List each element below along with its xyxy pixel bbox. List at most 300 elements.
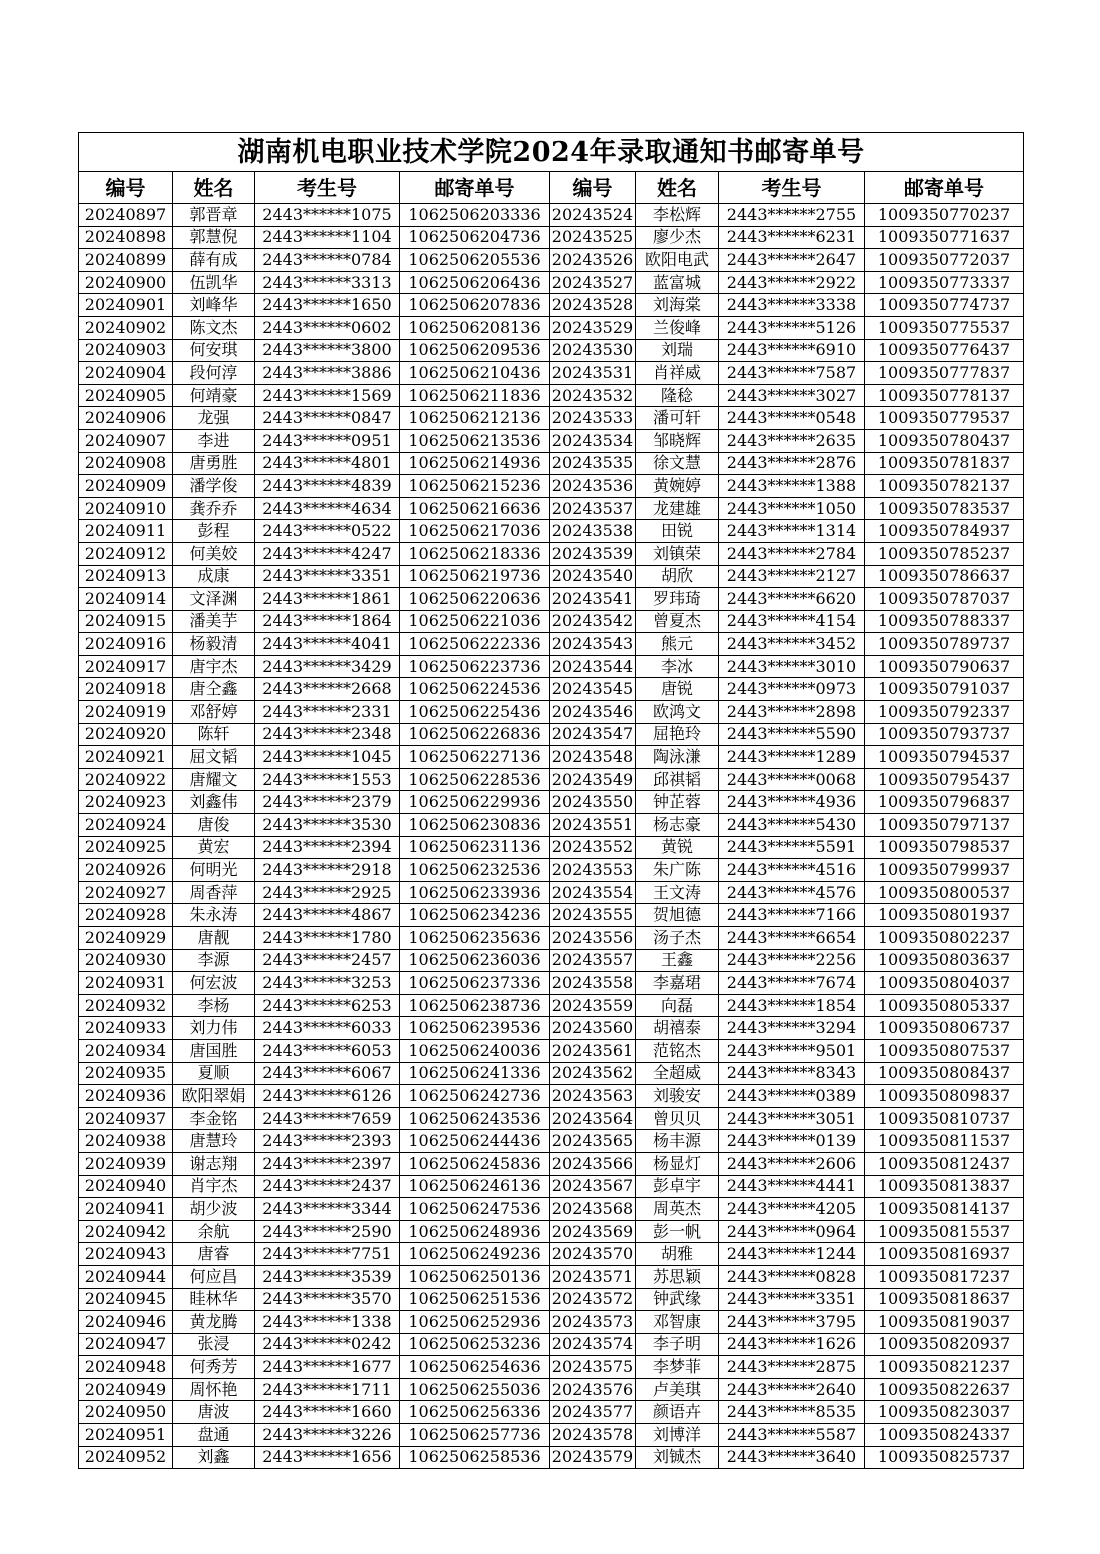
cell-exam-number-left: 2443******2925 <box>255 881 400 904</box>
cell-tracking-number-right: 1009350780437 <box>865 429 1024 452</box>
table-row <box>79 1152 1024 1175</box>
cell-serial-left: 20240925 <box>79 836 173 859</box>
cell-name-right: 曾贝贝 <box>636 1107 719 1130</box>
cell-tracking-number-left: 1062506238736 <box>400 994 550 1017</box>
cell-tracking-number-right: 1009350796837 <box>865 791 1024 814</box>
cell-tracking-number-left: 1062506228536 <box>400 768 550 791</box>
cell-name-left: 黄宏 <box>173 836 255 859</box>
cell-serial-right: 20243530 <box>550 339 636 362</box>
cell-exam-number-left: 2443******3253 <box>255 972 400 995</box>
cell-exam-number-left: 2443******1569 <box>255 384 400 407</box>
header-tracking-number-right: 邮寄单号 <box>865 172 1024 204</box>
cell-name-left: 邓舒婷 <box>173 701 255 724</box>
cell-exam-number-left: 2443******1553 <box>255 768 400 791</box>
cell-name-left: 郭慧倪 <box>173 226 255 249</box>
cell-tracking-number-right: 1009350772037 <box>865 249 1024 272</box>
cell-name-right: 钟武缘 <box>636 1288 719 1311</box>
table-row <box>79 836 1024 859</box>
cell-serial-right: 20243565 <box>550 1130 636 1153</box>
cell-exam-number-right: 2443******2127 <box>719 565 865 588</box>
cell-serial-left: 20240952 <box>79 1446 173 1469</box>
cell-serial-right: 20243533 <box>550 407 636 430</box>
cell-serial-left: 20240946 <box>79 1311 173 1334</box>
cell-serial-left: 20240914 <box>79 588 173 611</box>
cell-serial-right: 20243536 <box>550 475 636 498</box>
cell-name-left: 唐耀文 <box>173 768 255 791</box>
cell-name-left: 李金铭 <box>173 1107 255 1130</box>
cell-name-right: 熊元 <box>636 633 719 656</box>
cell-name-left: 何美姣 <box>173 542 255 565</box>
cell-serial-left: 20240920 <box>79 723 173 746</box>
table-row <box>79 1378 1024 1401</box>
cell-name-right: 邹晓辉 <box>636 429 719 452</box>
cell-tracking-number-right: 1009350782137 <box>865 475 1024 498</box>
cell-name-left: 肖宇杰 <box>173 1175 255 1198</box>
table-row <box>79 1288 1024 1311</box>
cell-tracking-number-left: 1062506246136 <box>400 1175 550 1198</box>
cell-exam-number-left: 2443******3530 <box>255 814 400 837</box>
cell-name-right: 全超威 <box>636 1062 719 1085</box>
cell-serial-left: 20240907 <box>79 429 173 452</box>
cell-name-left: 刘鑫 <box>173 1446 255 1469</box>
cell-tracking-number-left: 1062506226836 <box>400 723 550 746</box>
cell-name-left: 彭程 <box>173 520 255 543</box>
cell-exam-number-left: 2443******3313 <box>255 271 400 294</box>
cell-exam-number-right: 2443******6654 <box>719 927 865 950</box>
cell-tracking-number-right: 1009350773337 <box>865 271 1024 294</box>
cell-name-left: 龚乔乔 <box>173 497 255 520</box>
cell-name-right: 刘博洋 <box>636 1424 719 1447</box>
cell-tracking-number-left: 1062506229936 <box>400 791 550 814</box>
cell-serial-left: 20240934 <box>79 1039 173 1062</box>
cell-name-left: 潘美芋 <box>173 610 255 633</box>
cell-tracking-number-left: 1062506222336 <box>400 633 550 656</box>
cell-tracking-number-right: 1009350770237 <box>865 204 1024 227</box>
cell-name-right: 李梦菲 <box>636 1356 719 1379</box>
cell-exam-number-left: 2443******0847 <box>255 407 400 430</box>
table-row <box>79 881 1024 904</box>
table-row <box>79 249 1024 272</box>
cell-exam-number-right: 2443******4441 <box>719 1175 865 1198</box>
cell-tracking-number-left: 1062506224536 <box>400 678 550 701</box>
table-row <box>79 588 1024 611</box>
cell-exam-number-right: 2443******5126 <box>719 316 865 339</box>
cell-serial-left: 20240938 <box>79 1130 173 1153</box>
table-row <box>79 768 1024 791</box>
cell-name-right: 兰俊峰 <box>636 316 719 339</box>
table-row <box>79 1243 1024 1266</box>
cell-serial-right: 20243566 <box>550 1152 636 1175</box>
header-row <box>79 172 1024 204</box>
cell-serial-left: 20240940 <box>79 1175 173 1198</box>
cell-exam-number-right: 2443******5587 <box>719 1424 865 1447</box>
cell-serial-left: 20240924 <box>79 814 173 837</box>
cell-tracking-number-left: 1062506235636 <box>400 927 550 950</box>
cell-exam-number-left: 2443******1338 <box>255 1311 400 1334</box>
cell-name-left: 余航 <box>173 1220 255 1243</box>
cell-serial-right: 20243548 <box>550 746 636 769</box>
cell-name-right: 曾夏杰 <box>636 610 719 633</box>
cell-name-left: 眭林华 <box>173 1288 255 1311</box>
cell-name-right: 邓智康 <box>636 1311 719 1334</box>
cell-exam-number-left: 2443******2590 <box>255 1220 400 1243</box>
cell-exam-number-right: 2443******5430 <box>719 814 865 837</box>
cell-tracking-number-left: 1062506227136 <box>400 746 550 769</box>
cell-tracking-number-right: 1009350771637 <box>865 226 1024 249</box>
cell-tracking-number-right: 1009350823037 <box>865 1401 1024 1424</box>
cell-serial-right: 20243557 <box>550 949 636 972</box>
cell-name-right: 胡雅 <box>636 1243 719 1266</box>
cell-exam-number-right: 2443******4205 <box>719 1198 865 1221</box>
cell-serial-left: 20240949 <box>79 1378 173 1401</box>
cell-exam-number-right: 2443******0389 <box>719 1085 865 1108</box>
cell-serial-right: 20243526 <box>550 249 636 272</box>
cell-exam-number-left: 2443******6126 <box>255 1085 400 1108</box>
cell-name-right: 彭一帆 <box>636 1220 719 1243</box>
cell-serial-left: 20240897 <box>79 204 173 227</box>
cell-tracking-number-left: 1062506241336 <box>400 1062 550 1085</box>
cell-tracking-number-left: 1062506219736 <box>400 565 550 588</box>
cell-name-left: 唐勇胜 <box>173 452 255 475</box>
cell-serial-right: 20243528 <box>550 294 636 317</box>
cell-name-left: 黄龙腾 <box>173 1311 255 1334</box>
cell-serial-left: 20240926 <box>79 859 173 882</box>
cell-name-right: 王文涛 <box>636 881 719 904</box>
cell-serial-left: 20240947 <box>79 1333 173 1356</box>
cell-exam-number-left: 2443******4839 <box>255 475 400 498</box>
cell-exam-number-right: 2443******2922 <box>719 271 865 294</box>
cell-name-right: 潘可轩 <box>636 407 719 430</box>
cell-name-left: 何宏波 <box>173 972 255 995</box>
cell-exam-number-left: 2443******2379 <box>255 791 400 814</box>
cell-exam-number-left: 2443******4247 <box>255 542 400 565</box>
cell-serial-right: 20243574 <box>550 1333 636 1356</box>
cell-exam-number-right: 2443******4936 <box>719 791 865 814</box>
cell-name-left: 何靖豪 <box>173 384 255 407</box>
cell-serial-right: 20243542 <box>550 610 636 633</box>
cell-name-left: 成康 <box>173 565 255 588</box>
cell-serial-right: 20243576 <box>550 1378 636 1401</box>
cell-tracking-number-right: 1009350800537 <box>865 881 1024 904</box>
cell-exam-number-left: 2443******0522 <box>255 520 400 543</box>
cell-exam-number-left: 2443******3351 <box>255 565 400 588</box>
cell-exam-number-left: 2443******4801 <box>255 452 400 475</box>
cell-serial-right: 20243553 <box>550 859 636 882</box>
table-row <box>79 384 1024 407</box>
table-row <box>79 1130 1024 1153</box>
cell-exam-number-left: 2443******7751 <box>255 1243 400 1266</box>
cell-serial-left: 20240927 <box>79 881 173 904</box>
cell-exam-number-right: 2443******0828 <box>719 1265 865 1288</box>
cell-exam-number-right: 2443******0973 <box>719 678 865 701</box>
cell-serial-right: 20243546 <box>550 701 636 724</box>
cell-name-right: 蓝富城 <box>636 271 719 294</box>
cell-exam-number-right: 2443******7674 <box>719 972 865 995</box>
cell-exam-number-right: 2443******4154 <box>719 610 865 633</box>
cell-name-right: 杨丰源 <box>636 1130 719 1153</box>
cell-serial-left: 20240917 <box>79 655 173 678</box>
cell-tracking-number-left: 1062506254636 <box>400 1356 550 1379</box>
cell-name-left: 伍凯华 <box>173 271 255 294</box>
cell-serial-left: 20240903 <box>79 339 173 362</box>
cell-name-right: 刘铖杰 <box>636 1446 719 1469</box>
cell-tracking-number-right: 1009350824337 <box>865 1424 1024 1447</box>
cell-exam-number-left: 2443******1861 <box>255 588 400 611</box>
cell-tracking-number-left: 1062506217036 <box>400 520 550 543</box>
cell-tracking-number-right: 1009350787037 <box>865 588 1024 611</box>
cell-tracking-number-left: 1062506237336 <box>400 972 550 995</box>
cell-exam-number-right: 2443******4576 <box>719 881 865 904</box>
cell-name-left: 周香萍 <box>173 881 255 904</box>
table-row <box>79 746 1024 769</box>
cell-serial-left: 20240944 <box>79 1265 173 1288</box>
cell-name-left: 郭晋章 <box>173 204 255 227</box>
cell-serial-left: 20240930 <box>79 949 173 972</box>
cell-serial-left: 20240919 <box>79 701 173 724</box>
cell-tracking-number-right: 1009350793737 <box>865 723 1024 746</box>
cell-name-right: 李冰 <box>636 655 719 678</box>
cell-tracking-number-right: 1009350812437 <box>865 1152 1024 1175</box>
cell-name-left: 文泽渊 <box>173 588 255 611</box>
cell-name-left: 唐慧玲 <box>173 1130 255 1153</box>
cell-name-right: 李子明 <box>636 1333 719 1356</box>
table-row <box>79 701 1024 724</box>
cell-serial-left: 20240921 <box>79 746 173 769</box>
cell-serial-right: 20243569 <box>550 1220 636 1243</box>
cell-tracking-number-right: 1009350809837 <box>865 1085 1024 1108</box>
cell-serial-right: 20243563 <box>550 1085 636 1108</box>
cell-tracking-number-left: 1062506204736 <box>400 226 550 249</box>
cell-serial-left: 20240937 <box>79 1107 173 1130</box>
table-row <box>79 949 1024 972</box>
cell-tracking-number-left: 1062506258536 <box>400 1446 550 1469</box>
cell-name-right: 杨志豪 <box>636 814 719 837</box>
cell-tracking-number-left: 1062506208136 <box>400 316 550 339</box>
cell-name-left: 陈文杰 <box>173 316 255 339</box>
cell-exam-number-left: 2443******7659 <box>255 1107 400 1130</box>
table-row <box>79 542 1024 565</box>
cell-name-left: 张浸 <box>173 1333 255 1356</box>
cell-tracking-number-right: 1009350825737 <box>865 1446 1024 1469</box>
cell-exam-number-left: 2443******0602 <box>255 316 400 339</box>
table-row <box>79 1356 1024 1379</box>
cell-tracking-number-left: 1062506212136 <box>400 407 550 430</box>
cell-tracking-number-right: 1009350814137 <box>865 1198 1024 1221</box>
cell-name-left: 李杨 <box>173 994 255 1017</box>
cell-exam-number-left: 2443******6033 <box>255 1017 400 1040</box>
cell-name-right: 王鑫 <box>636 949 719 972</box>
cell-name-left: 段何淳 <box>173 362 255 385</box>
cell-tracking-number-right: 1009350792337 <box>865 701 1024 724</box>
cell-tracking-number-right: 1009350805337 <box>865 994 1024 1017</box>
cell-serial-right: 20243524 <box>550 204 636 227</box>
table-row <box>79 927 1024 950</box>
cell-name-right: 范铭杰 <box>636 1039 719 1062</box>
table-row <box>79 497 1024 520</box>
cell-name-right: 隆稔 <box>636 384 719 407</box>
cell-exam-number-right: 2443******2875 <box>719 1356 865 1379</box>
cell-name-right: 廖少杰 <box>636 226 719 249</box>
cell-serial-right: 20243572 <box>550 1288 636 1311</box>
cell-exam-number-right: 2443******9501 <box>719 1039 865 1062</box>
cell-exam-number-right: 2443******3795 <box>719 1311 865 1334</box>
table-row <box>79 678 1024 701</box>
cell-serial-left: 20240912 <box>79 542 173 565</box>
cell-tracking-number-right: 1009350788337 <box>865 610 1024 633</box>
header-exam-number-left: 考生号 <box>255 172 400 204</box>
cell-exam-number-left: 2443******1045 <box>255 746 400 769</box>
cell-serial-left: 20240913 <box>79 565 173 588</box>
table-row <box>79 814 1024 837</box>
cell-tracking-number-right: 1009350785237 <box>865 542 1024 565</box>
cell-exam-number-left: 2443******6053 <box>255 1039 400 1062</box>
cell-tracking-number-right: 1009350818637 <box>865 1288 1024 1311</box>
cell-exam-number-right: 2443******3452 <box>719 633 865 656</box>
cell-serial-right: 20243562 <box>550 1062 636 1085</box>
cell-serial-left: 20240928 <box>79 904 173 927</box>
cell-tracking-number-left: 1062506240036 <box>400 1039 550 1062</box>
cell-tracking-number-left: 1062506221036 <box>400 610 550 633</box>
cell-exam-number-right: 2443******1289 <box>719 746 865 769</box>
cell-tracking-number-right: 1009350776437 <box>865 339 1024 362</box>
cell-serial-left: 20240915 <box>79 610 173 633</box>
cell-name-left: 谢志翔 <box>173 1152 255 1175</box>
cell-tracking-number-right: 1009350806737 <box>865 1017 1024 1040</box>
cell-tracking-number-left: 1062506205536 <box>400 249 550 272</box>
cell-tracking-number-right: 1009350817237 <box>865 1265 1024 1288</box>
cell-tracking-number-left: 1062506239536 <box>400 1017 550 1040</box>
table-row <box>79 723 1024 746</box>
cell-serial-left: 20240923 <box>79 791 173 814</box>
cell-exam-number-left: 2443******1780 <box>255 927 400 950</box>
cell-tracking-number-left: 1062506245836 <box>400 1152 550 1175</box>
cell-tracking-number-left: 1062506257736 <box>400 1424 550 1447</box>
cell-exam-number-left: 2443******2457 <box>255 949 400 972</box>
table-row <box>79 316 1024 339</box>
cell-serial-left: 20240908 <box>79 452 173 475</box>
table-row <box>79 294 1024 317</box>
cell-exam-number-right: 2443******3010 <box>719 655 865 678</box>
cell-tracking-number-left: 1062506203336 <box>400 204 550 227</box>
cell-serial-left: 20240948 <box>79 1356 173 1379</box>
cell-tracking-number-left: 1062506236036 <box>400 949 550 972</box>
cell-exam-number-right: 2443******2784 <box>719 542 865 565</box>
cell-tracking-number-left: 1062506251536 <box>400 1288 550 1311</box>
cell-name-left: 何安琪 <box>173 339 255 362</box>
cell-name-left: 刘峰华 <box>173 294 255 317</box>
cell-tracking-number-right: 1009350778137 <box>865 384 1024 407</box>
cell-tracking-number-right: 1009350791037 <box>865 678 1024 701</box>
table-row <box>79 452 1024 475</box>
cell-name-right: 刘瑞 <box>636 339 719 362</box>
header-tracking-number-left: 邮寄单号 <box>400 172 550 204</box>
cell-serial-right: 20243538 <box>550 520 636 543</box>
cell-serial-right: 20243545 <box>550 678 636 701</box>
header-name-left: 姓名 <box>173 172 255 204</box>
cell-tracking-number-right: 1009350801937 <box>865 904 1024 927</box>
table-row <box>79 655 1024 678</box>
table-row <box>79 1401 1024 1424</box>
cell-exam-number-left: 2443******1075 <box>255 204 400 227</box>
cell-exam-number-right: 2443******6231 <box>719 226 865 249</box>
cell-name-right: 钟芷蓉 <box>636 791 719 814</box>
cell-serial-right: 20243537 <box>550 497 636 520</box>
cell-exam-number-left: 2443******3539 <box>255 1265 400 1288</box>
cell-name-left: 欧阳翠娟 <box>173 1085 255 1108</box>
table-row <box>79 610 1024 633</box>
table-row <box>79 1424 1024 1447</box>
cell-exam-number-left: 2443******6253 <box>255 994 400 1017</box>
cell-tracking-number-left: 1062506244436 <box>400 1130 550 1153</box>
cell-serial-left: 20240911 <box>79 520 173 543</box>
cell-serial-right: 20243573 <box>550 1311 636 1334</box>
cell-exam-number-left: 2443******2394 <box>255 836 400 859</box>
cell-serial-right: 20243550 <box>550 791 636 814</box>
cell-name-left: 唐睿 <box>173 1243 255 1266</box>
cell-serial-left: 20240905 <box>79 384 173 407</box>
cell-serial-right: 20243552 <box>550 836 636 859</box>
cell-tracking-number-left: 1062506215236 <box>400 475 550 498</box>
cell-name-left: 何秀芳 <box>173 1356 255 1379</box>
cell-serial-left: 20240902 <box>79 316 173 339</box>
cell-serial-right: 20243564 <box>550 1107 636 1130</box>
table-row <box>79 520 1024 543</box>
cell-exam-number-right: 2443******2256 <box>719 949 865 972</box>
cell-name-left: 朱永涛 <box>173 904 255 927</box>
cell-exam-number-right: 2443******7166 <box>719 904 865 927</box>
cell-tracking-number-right: 1009350816937 <box>865 1243 1024 1266</box>
cell-serial-left: 20240943 <box>79 1243 173 1266</box>
cell-exam-number-right: 2443******1314 <box>719 520 865 543</box>
cell-serial-right: 20243543 <box>550 633 636 656</box>
cell-exam-number-left: 2443******1660 <box>255 1401 400 1424</box>
cell-exam-number-right: 2443******0139 <box>719 1130 865 1153</box>
table-row <box>79 226 1024 249</box>
cell-tracking-number-left: 1062506253236 <box>400 1333 550 1356</box>
cell-name-left: 唐靓 <box>173 927 255 950</box>
cell-serial-right: 20243544 <box>550 655 636 678</box>
table-row <box>79 1062 1024 1085</box>
cell-serial-right: 20243568 <box>550 1198 636 1221</box>
cell-exam-number-right: 2443******4516 <box>719 859 865 882</box>
cell-serial-left: 20240936 <box>79 1085 173 1108</box>
cell-exam-number-right: 2443******1388 <box>719 475 865 498</box>
cell-tracking-number-left: 1062506247536 <box>400 1198 550 1221</box>
cell-tracking-number-left: 1062506256336 <box>400 1401 550 1424</box>
cell-tracking-number-left: 1062506223736 <box>400 655 550 678</box>
cell-name-right: 唐锐 <box>636 678 719 701</box>
cell-name-right: 李嘉珺 <box>636 972 719 995</box>
cell-tracking-number-left: 1062506218336 <box>400 542 550 565</box>
cell-exam-number-right: 2443******1050 <box>719 497 865 520</box>
cell-name-left: 刘鑫伟 <box>173 791 255 814</box>
cell-serial-left: 20240939 <box>79 1152 173 1175</box>
cell-tracking-number-left: 1062506216636 <box>400 497 550 520</box>
table-row <box>79 1107 1024 1130</box>
cell-exam-number-left: 2443******2918 <box>255 859 400 882</box>
table-row <box>79 1017 1024 1040</box>
header-name-right: 姓名 <box>636 172 719 204</box>
cell-serial-left: 20240899 <box>79 249 173 272</box>
table-row <box>79 1265 1024 1288</box>
cell-tracking-number-left: 1062506252936 <box>400 1311 550 1334</box>
cell-name-right: 肖祥威 <box>636 362 719 385</box>
cell-name-right: 卢美琪 <box>636 1378 719 1401</box>
cell-serial-right: 20243541 <box>550 588 636 611</box>
cell-tracking-number-right: 1009350808437 <box>865 1062 1024 1085</box>
cell-exam-number-left: 2443******1864 <box>255 610 400 633</box>
table-row <box>79 633 1024 656</box>
